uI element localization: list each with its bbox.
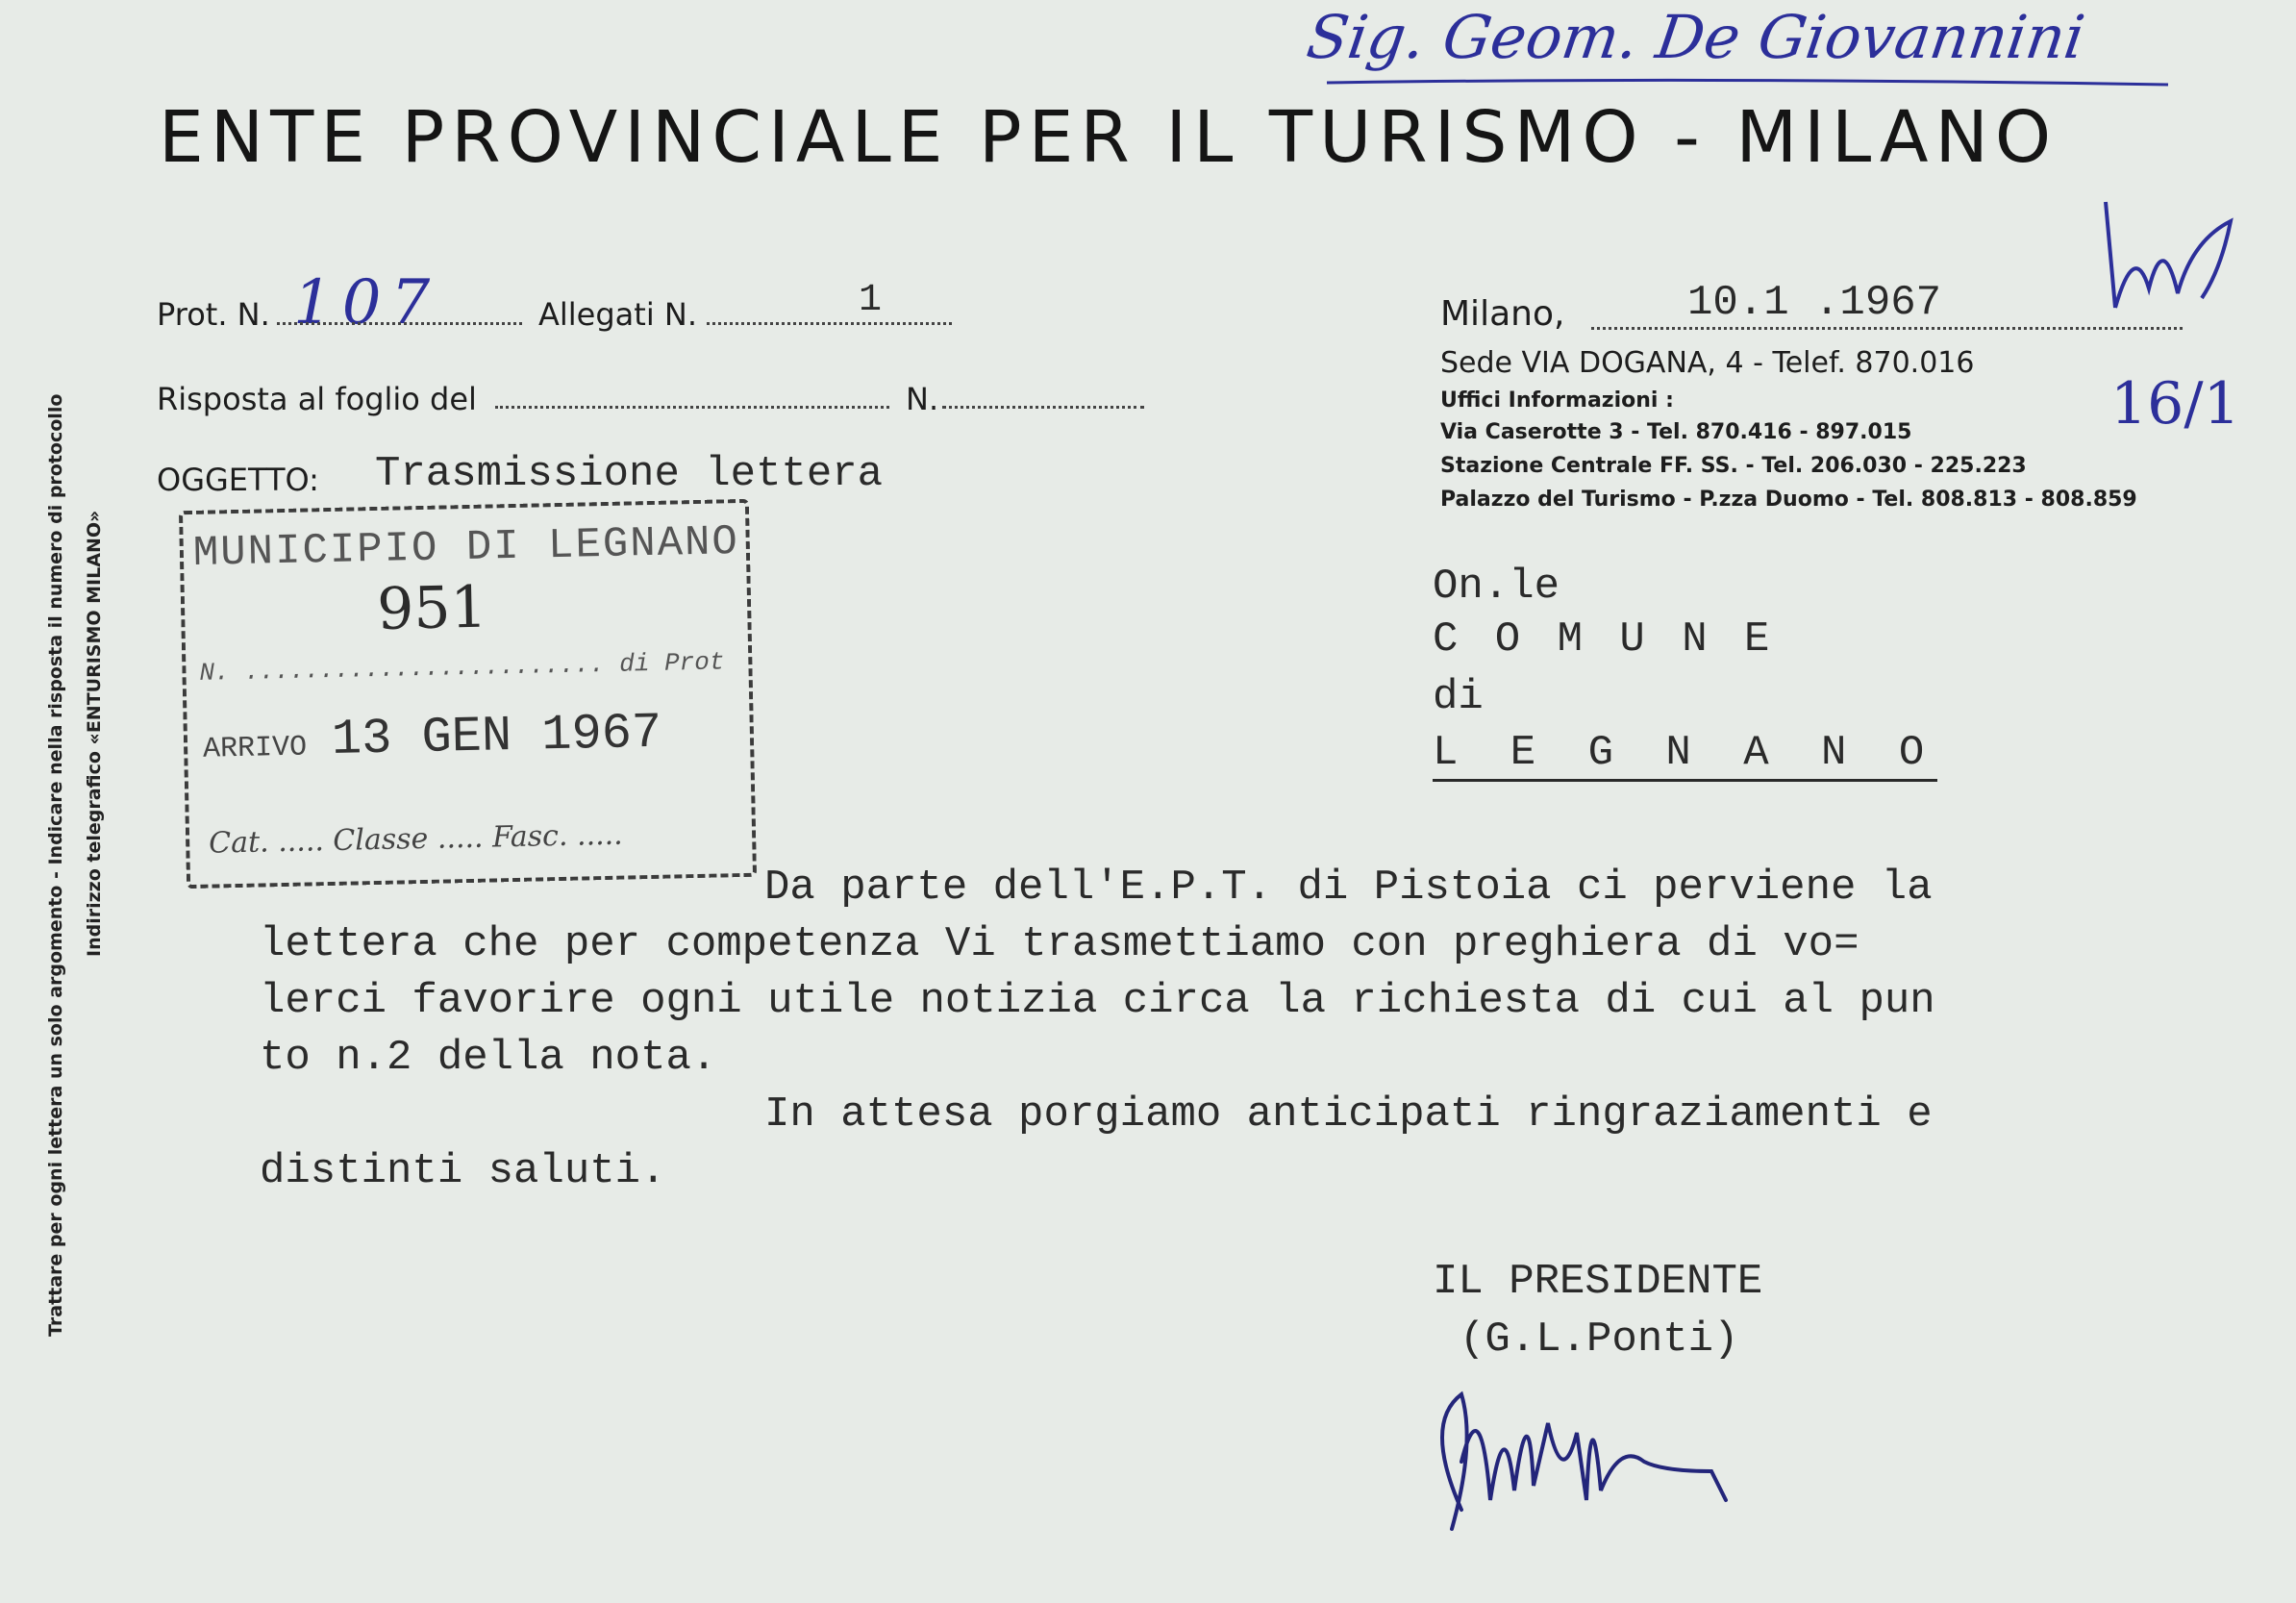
initials-scribble <box>2096 183 2250 327</box>
body-line-2: lettera che per competenza Vi trasmettiamo con preghiera di vo= <box>260 920 1859 968</box>
body-line-4: to n.2 della nota. <box>260 1034 717 1082</box>
stamp-n-line: N. ........................ di Prot <box>199 647 725 688</box>
office-stazione: Stazione Centrale FF. SS. - Tel. 206.030 - 225.223 <box>1440 454 2027 478</box>
recipient-title: On.le <box>1433 563 1560 611</box>
oggetto-value: Trasmissione lettera <box>375 450 884 498</box>
signature-name: (G.L.Ponti) <box>1460 1315 1739 1364</box>
risposta-line <box>495 406 889 409</box>
oggetto-label: OGGETTO: <box>157 462 319 498</box>
place-label: Milano, <box>1440 294 1565 334</box>
side-note <box>37 394 113 1337</box>
letter-date: 10.1 .1967 <box>1687 279 1942 327</box>
stamp-title: MUNICIPIO DI LEGNANO <box>192 518 740 578</box>
date-line <box>1591 327 2183 330</box>
recipient-di: di <box>1433 673 1484 721</box>
body-line-6: distinti saluti. <box>260 1147 666 1195</box>
uffici-label: Uffici Informazioni : <box>1440 388 1674 413</box>
recipient-comune: C O M U N E <box>1433 615 1776 664</box>
allegati-line <box>707 322 952 325</box>
signature-role: IL PRESIDENTE <box>1433 1258 1763 1306</box>
allegati-label: Allegati N. <box>538 296 697 333</box>
handwritten-addressee: Sig. Geom. De Giovannini <box>1302 2 2089 72</box>
addressee-underline <box>1327 75 2192 94</box>
office-palazzo: Palazzo del Turismo - P.zza Duomo - Tel. 808.813 - 808.859 <box>1440 488 2137 512</box>
reception-stamp <box>179 499 757 889</box>
office-caserotte: Via Caserotte 3 - Tel. 870.416 - 897.015 <box>1440 420 1912 444</box>
stamp-arrivo-label: ARRIVO <box>202 731 308 766</box>
letterhead-title: ENTE PROVINCIALE PER IL TURISMO - MILANO <box>159 96 2059 179</box>
stamp-arrivo-date: 13 GEN 1967 <box>331 704 662 768</box>
prot-value: 107 <box>293 267 440 338</box>
risposta-label: Risposta al foglio del <box>157 381 477 417</box>
side-note-line2: Indirizzo telegrafico «ENTURISMO MILANO» <box>84 510 105 957</box>
body-line-5: In attesa porgiamo anticipati ringraziamenti e <box>764 1090 1933 1139</box>
sede-address: Sede VIA DOGANA, 4 - Telef. 870.016 <box>1440 346 1975 380</box>
body-line-1: Da parte dell'E.P.T. di Pistoia ci perviene la <box>764 864 1933 912</box>
side-note-line1: Trattare per ogni lettera un solo argomento - Indicare nella risposta il numero di protocollo <box>45 393 66 1337</box>
handwritten-signature <box>1423 1365 1731 1548</box>
recipient-legnano: L E G N A N O <box>1433 729 1937 782</box>
stamp-number: 951 <box>376 573 488 643</box>
body-line-3: lerci favorire ogni utile notizia circa la richiesta di cui al pun <box>260 977 1935 1025</box>
prot-line <box>277 322 522 325</box>
stamp-footer: Cat. ..... Classe ..... Fasc. ..... <box>208 817 624 861</box>
n-line <box>942 406 1144 409</box>
allegati-value: 1 <box>859 279 883 322</box>
handwritten-date: 16/1 <box>2110 370 2240 438</box>
prot-label: Prot. N. <box>157 296 270 333</box>
n-label: N. <box>906 381 939 417</box>
